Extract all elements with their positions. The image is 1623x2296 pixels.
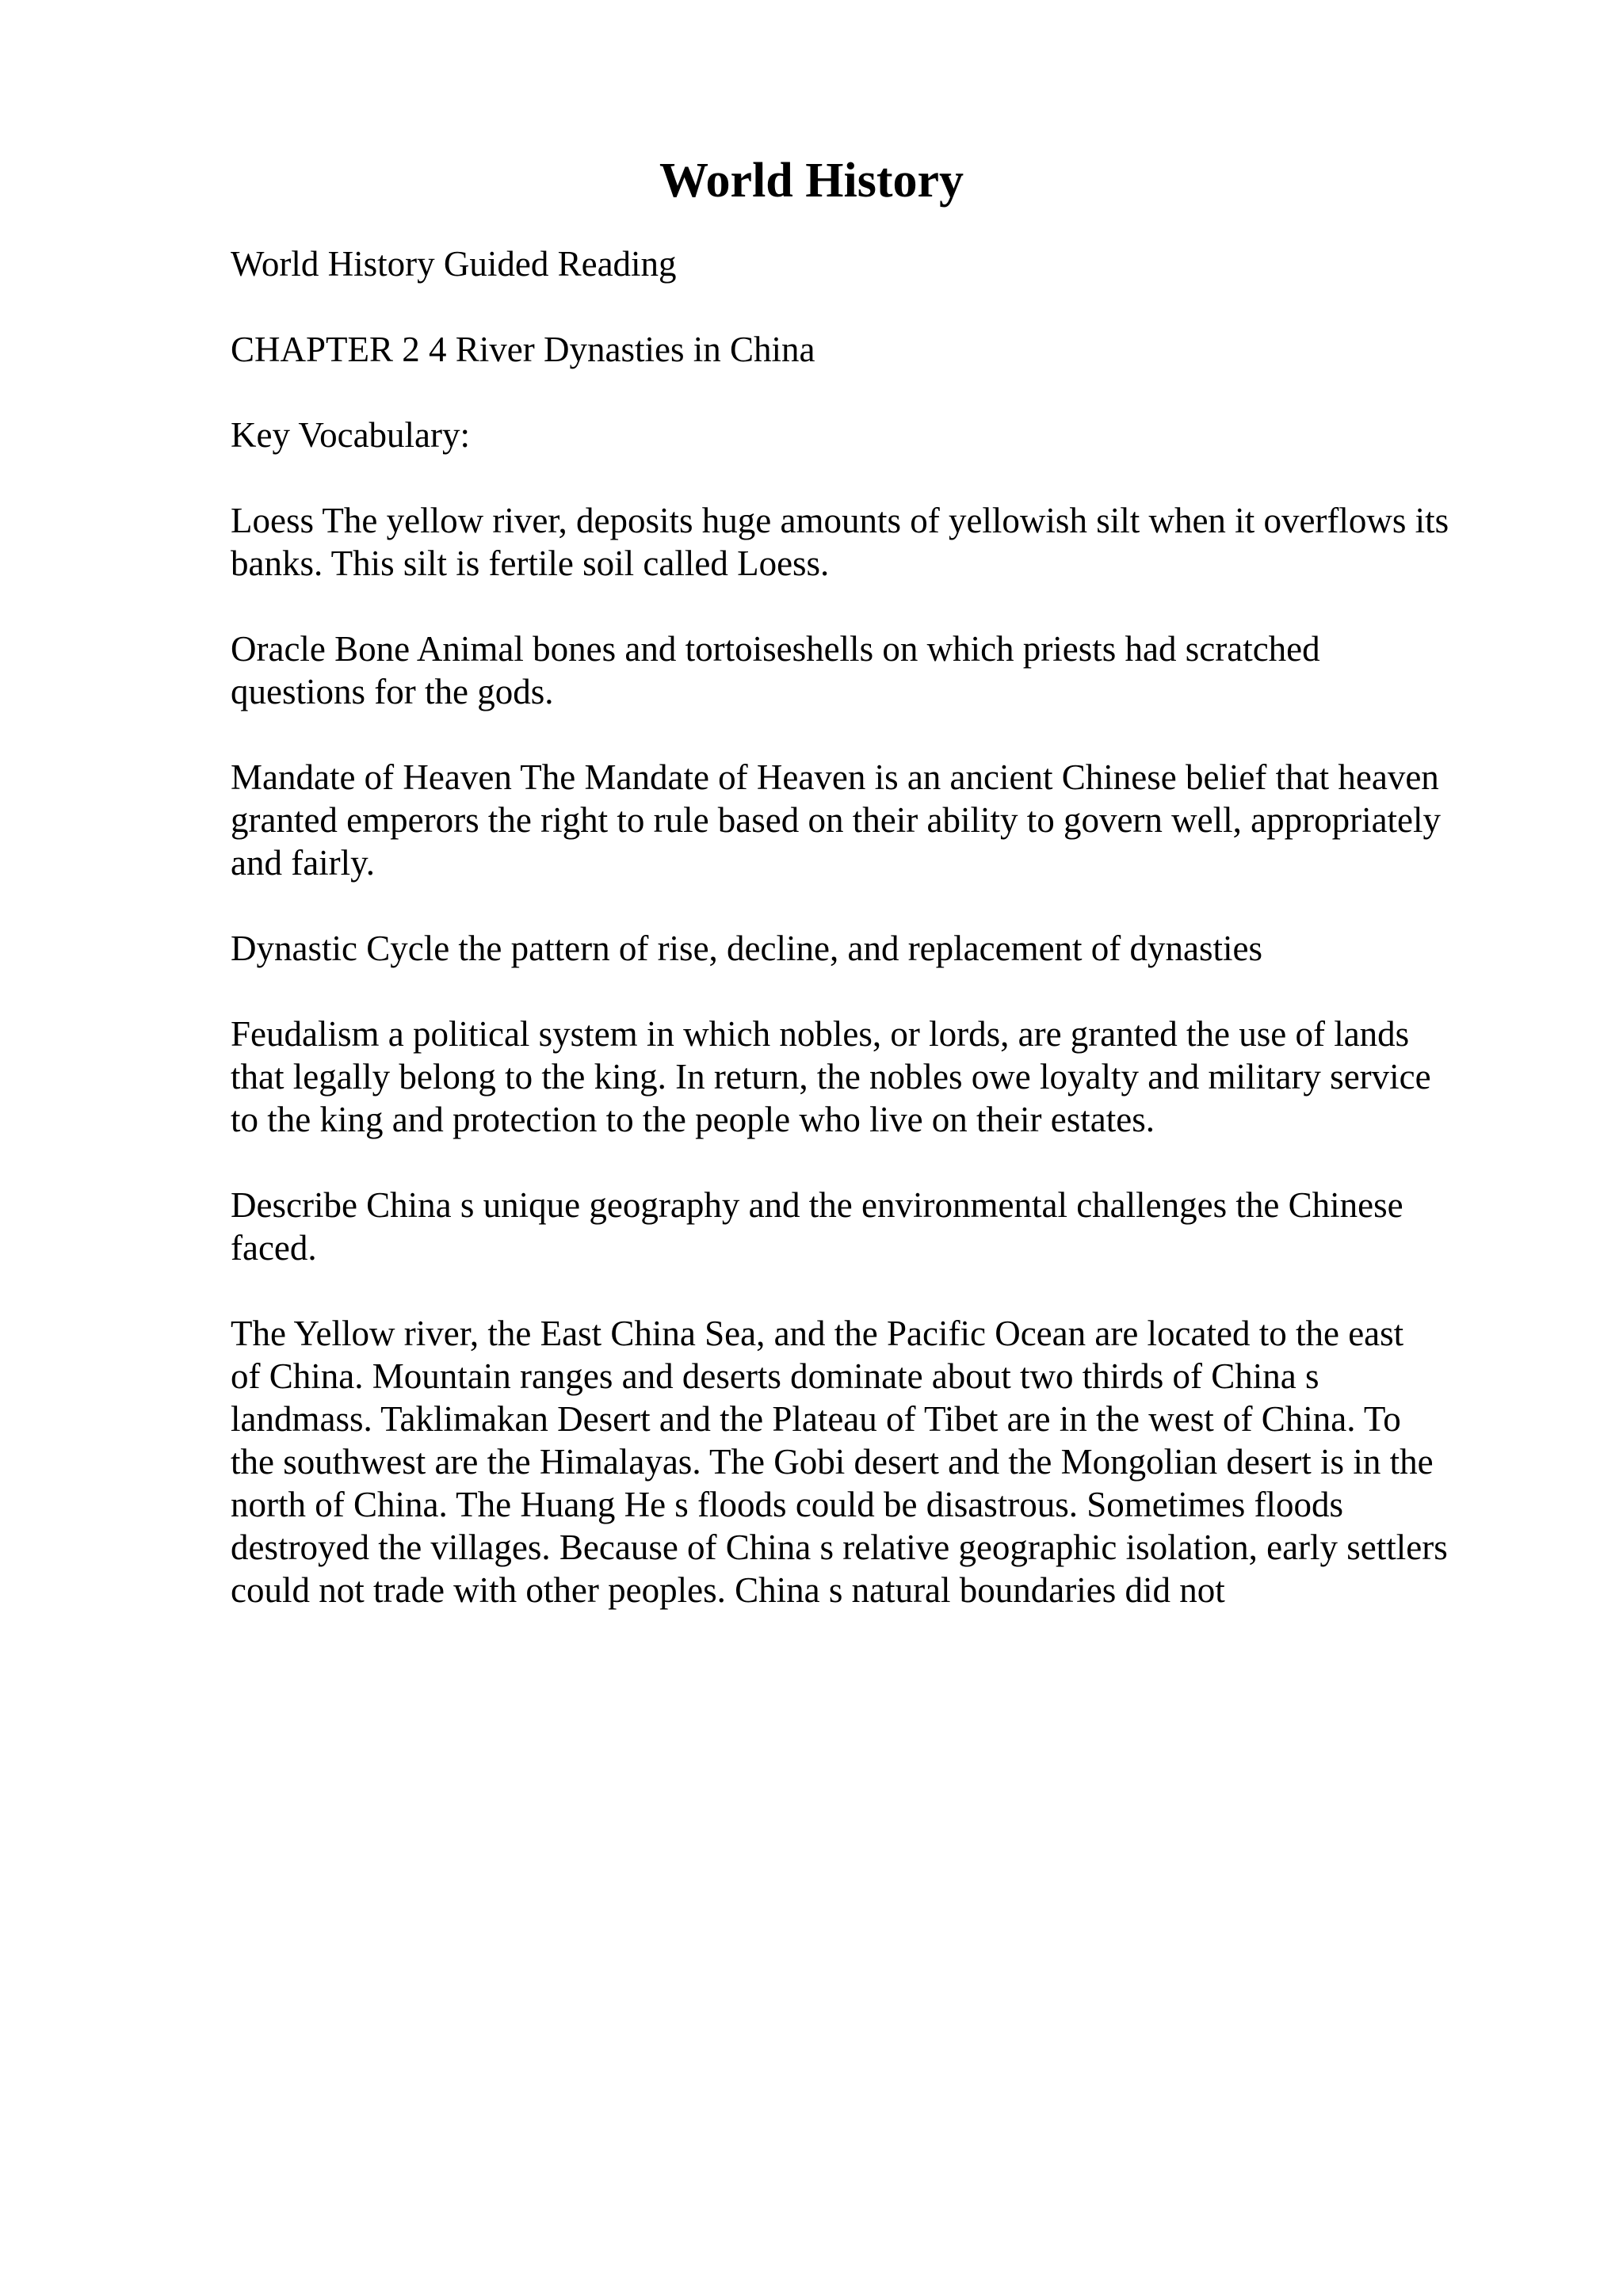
- text-line: Mandate of Heaven The Mandate of Heaven is an ancient Chinese belief that heaven: [231, 757, 1439, 797]
- text-line: Key Vocabulary:: [231, 415, 471, 455]
- paragraph-subtitle: [231, 242, 1499, 285]
- paragraph-key-vocabulary-heading: [231, 414, 1499, 456]
- text-line: landmass. Taklimakan Desert and the Plateau of Tibet are in the west of China. To: [231, 1399, 1401, 1439]
- paragraph-answer: [231, 1312, 1499, 1611]
- text-line: Oracle Bone Animal bones and tortoiseshells on which priests had scratched: [231, 629, 1320, 669]
- text-line: destroyed the villages. Because of China s relative geographic isolation, early settlers: [231, 1527, 1448, 1567]
- text-line: and fairly.: [231, 843, 375, 883]
- text-line: to the king and protection to the people who live on their estates.: [231, 1100, 1155, 1139]
- paragraph-loess: [231, 499, 1499, 585]
- paragraph-question: [231, 1184, 1499, 1269]
- text-line: CHAPTER 2 4 River Dynasties in China: [231, 330, 815, 369]
- text-line: The Yellow river, the East China Sea, and the Pacific Ocean are located to the east: [231, 1314, 1404, 1353]
- text-line: granted emperors the right to rule based on their ability to govern well, appropriately: [231, 800, 1442, 840]
- text-line: could not trade with other peoples. China s natural boundaries did not: [231, 1570, 1225, 1610]
- text-line: Loess The yellow river, deposits huge amounts of yellowish silt when it overflows its: [231, 501, 1449, 540]
- paragraph-feudalism: [231, 1013, 1499, 1141]
- text-line: banks. This silt is fertile soil called Loess.: [231, 543, 830, 583]
- text-line: that legally belong to the king. In return, the nobles owe loyalty and military service: [231, 1057, 1431, 1097]
- paragraph-dynastic-cycle: [231, 927, 1499, 970]
- document-title: World History: [659, 154, 964, 208]
- paragraph-oracle-bone: [231, 627, 1499, 713]
- text-line: Describe China s unique geography and the environmental challenges the Chinese: [231, 1185, 1403, 1225]
- text-line: questions for the gods.: [231, 672, 554, 711]
- text-line: Dynastic Cycle the pattern of rise, decline, and replacement of dynasties: [231, 929, 1263, 968]
- text-line: of China. Mountain ranges and deserts dominate about two thirds of China s: [231, 1356, 1319, 1396]
- text-line: Feudalism a political system in which nobles, or lords, are granted the use of lands: [231, 1014, 1410, 1054]
- text-line: World History Guided Reading: [231, 244, 677, 284]
- paragraph-mandate-of-heaven: [231, 756, 1499, 884]
- text-line: north of China. The Huang He s floods could be disastrous. Sometimes floods: [231, 1485, 1344, 1524]
- text-line: faced.: [231, 1228, 317, 1268]
- document-body: [231, 242, 1499, 1654]
- paragraph-chapter: [231, 328, 1499, 371]
- text-line: the southwest are the Himalayas. The Gobi desert and the Mongolian desert is in the: [231, 1442, 1434, 1482]
